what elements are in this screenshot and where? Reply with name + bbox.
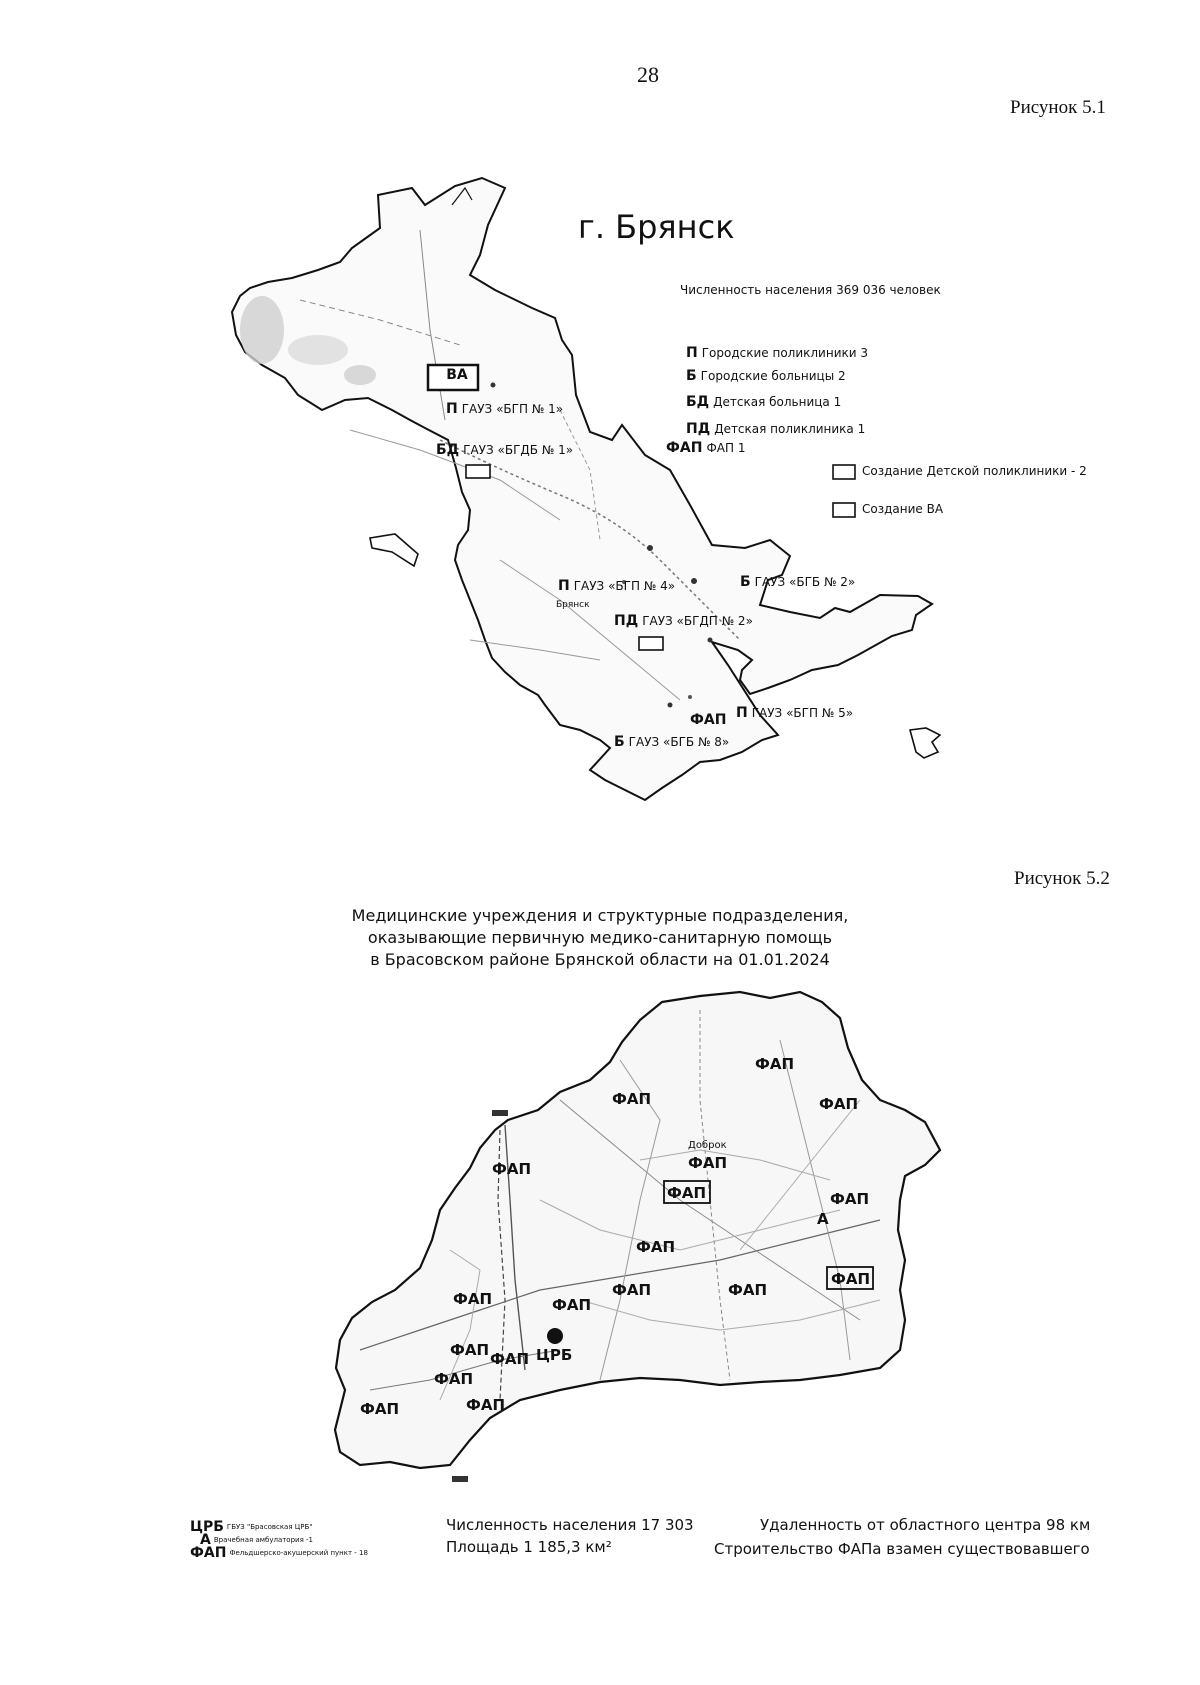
fap-label-2: ФАП bbox=[612, 1090, 652, 1108]
legend-item-childrens-hospital: БД Детская больница 1 bbox=[686, 394, 842, 410]
fap-label-9: ФАП bbox=[612, 1281, 652, 1299]
label-bgp-5: П ГАУЗ «БГП № 5» bbox=[736, 705, 854, 721]
fap-label-4: ФАП bbox=[688, 1154, 728, 1172]
label-bgp-4: П ГАУЗ «БГП № 4» bbox=[558, 578, 676, 594]
map1-legend bbox=[686, 342, 868, 442]
brasovsky-district-map bbox=[0, 980, 1200, 1500]
fap-label-8: ФАП bbox=[636, 1238, 676, 1256]
fap-label-1: ФАП bbox=[755, 1055, 795, 1073]
legend-item-polyclinics: П Городские поликлиники 3 bbox=[686, 345, 868, 361]
planned-box-2 bbox=[639, 637, 663, 650]
map2-title-line-3: в Брасовском районе Брянской области на 01.01.2024 bbox=[370, 950, 830, 969]
map2-area: Площадь 1 185,3 км² bbox=[446, 1538, 612, 1556]
legend-item-hospitals: Б Городские больницы 2 bbox=[686, 368, 846, 384]
fap-label-14: ФАП bbox=[450, 1341, 490, 1359]
page-number: 28 bbox=[637, 62, 659, 87]
va-label: ВА bbox=[446, 367, 468, 383]
crb-label: ЦРБ bbox=[536, 1346, 573, 1364]
fap-label-17: ФАП bbox=[360, 1400, 400, 1418]
dobrik-village: Доброк bbox=[688, 1140, 727, 1151]
planned-box-1 bbox=[466, 465, 490, 478]
detached-area-west bbox=[370, 534, 418, 566]
map2-population: Численность населения 17 303 bbox=[446, 1516, 694, 1534]
map2-title-line-1: Медицинские учреждения и структурные подразделения, bbox=[351, 906, 849, 925]
fap-label-6: ФАП bbox=[667, 1184, 707, 1202]
fap-label-15: ФАП bbox=[490, 1350, 530, 1368]
fap-label-10: ФАП bbox=[728, 1281, 768, 1299]
legend-item-ambulatory: А Врачебная амбулатория -1 bbox=[200, 1531, 314, 1548]
label-bryansk-town: Брянск bbox=[556, 600, 590, 610]
fap-label-13: ФАП bbox=[552, 1296, 592, 1314]
label-bgdp-2: ПД ГАУЗ «БГДП № 2» bbox=[614, 613, 753, 629]
label-fap-city: ФАП bbox=[690, 712, 727, 728]
bryansk-city-map bbox=[0, 0, 1200, 830]
crb-dot bbox=[547, 1328, 563, 1344]
fap-label-12: ФАП bbox=[453, 1290, 493, 1308]
fap-label-11: ФАП bbox=[831, 1270, 871, 1288]
label-bgb-8: Б ГАУЗ «БГБ № 8» bbox=[614, 734, 730, 750]
map1-title: г. Брянск bbox=[578, 208, 735, 246]
label-bgp-1: П ГАУЗ «БГП № 1» bbox=[446, 401, 564, 417]
legend-box-new-va: Создание ВА bbox=[862, 502, 944, 516]
legend-item-fap-points: ФАП Фельдшерско-акушерский пункт - 18 bbox=[190, 1544, 368, 1561]
fap-label-7: ФАП bbox=[830, 1190, 870, 1208]
fap-label-16: ФАП bbox=[434, 1370, 474, 1388]
legend-item-childrens-polyclinic: ПД Детская поликлиника 1 bbox=[686, 421, 866, 437]
label-bgdb-1: БД ГАУЗ «БГДБ № 1» bbox=[436, 442, 574, 458]
detached-area-east bbox=[910, 728, 940, 758]
legend-item-fap: ФАП ФАП 1 bbox=[666, 440, 746, 456]
figure-5-1-label: Рисунок 5.1 bbox=[1010, 97, 1106, 118]
map2-title bbox=[300, 905, 900, 971]
map2-title-line-2: оказывающие первичную медико-санитарную помощь bbox=[367, 928, 833, 947]
fap-label-18: ФАП bbox=[466, 1396, 506, 1414]
map2-distance: Удаленность от областного центра 98 км bbox=[760, 1516, 1091, 1534]
ambulatory-label: А bbox=[817, 1210, 829, 1228]
legend-item-crb: ЦРБ ГБУЗ "Брасовская ЦРБ" bbox=[190, 1518, 313, 1535]
label-bgb-2: Б ГАУЗ «БГБ № 2» bbox=[740, 574, 856, 590]
map1-population: Численность населения 369 036 человек bbox=[680, 283, 941, 297]
fap-label-3: ФАП bbox=[819, 1095, 859, 1113]
district-boundary bbox=[335, 992, 940, 1468]
map2-small-legend bbox=[190, 1520, 368, 1559]
map2-box-legend: Строительство ФАПа взамен существовавшего bbox=[714, 1540, 1090, 1558]
figure-5-2-label: Рисунок 5.2 bbox=[1014, 868, 1110, 889]
legend-box-new-childrens-polyclinic: Создание Детской поликлиники - 2 bbox=[862, 464, 1087, 478]
fap-label-5: ФАП bbox=[492, 1160, 532, 1178]
